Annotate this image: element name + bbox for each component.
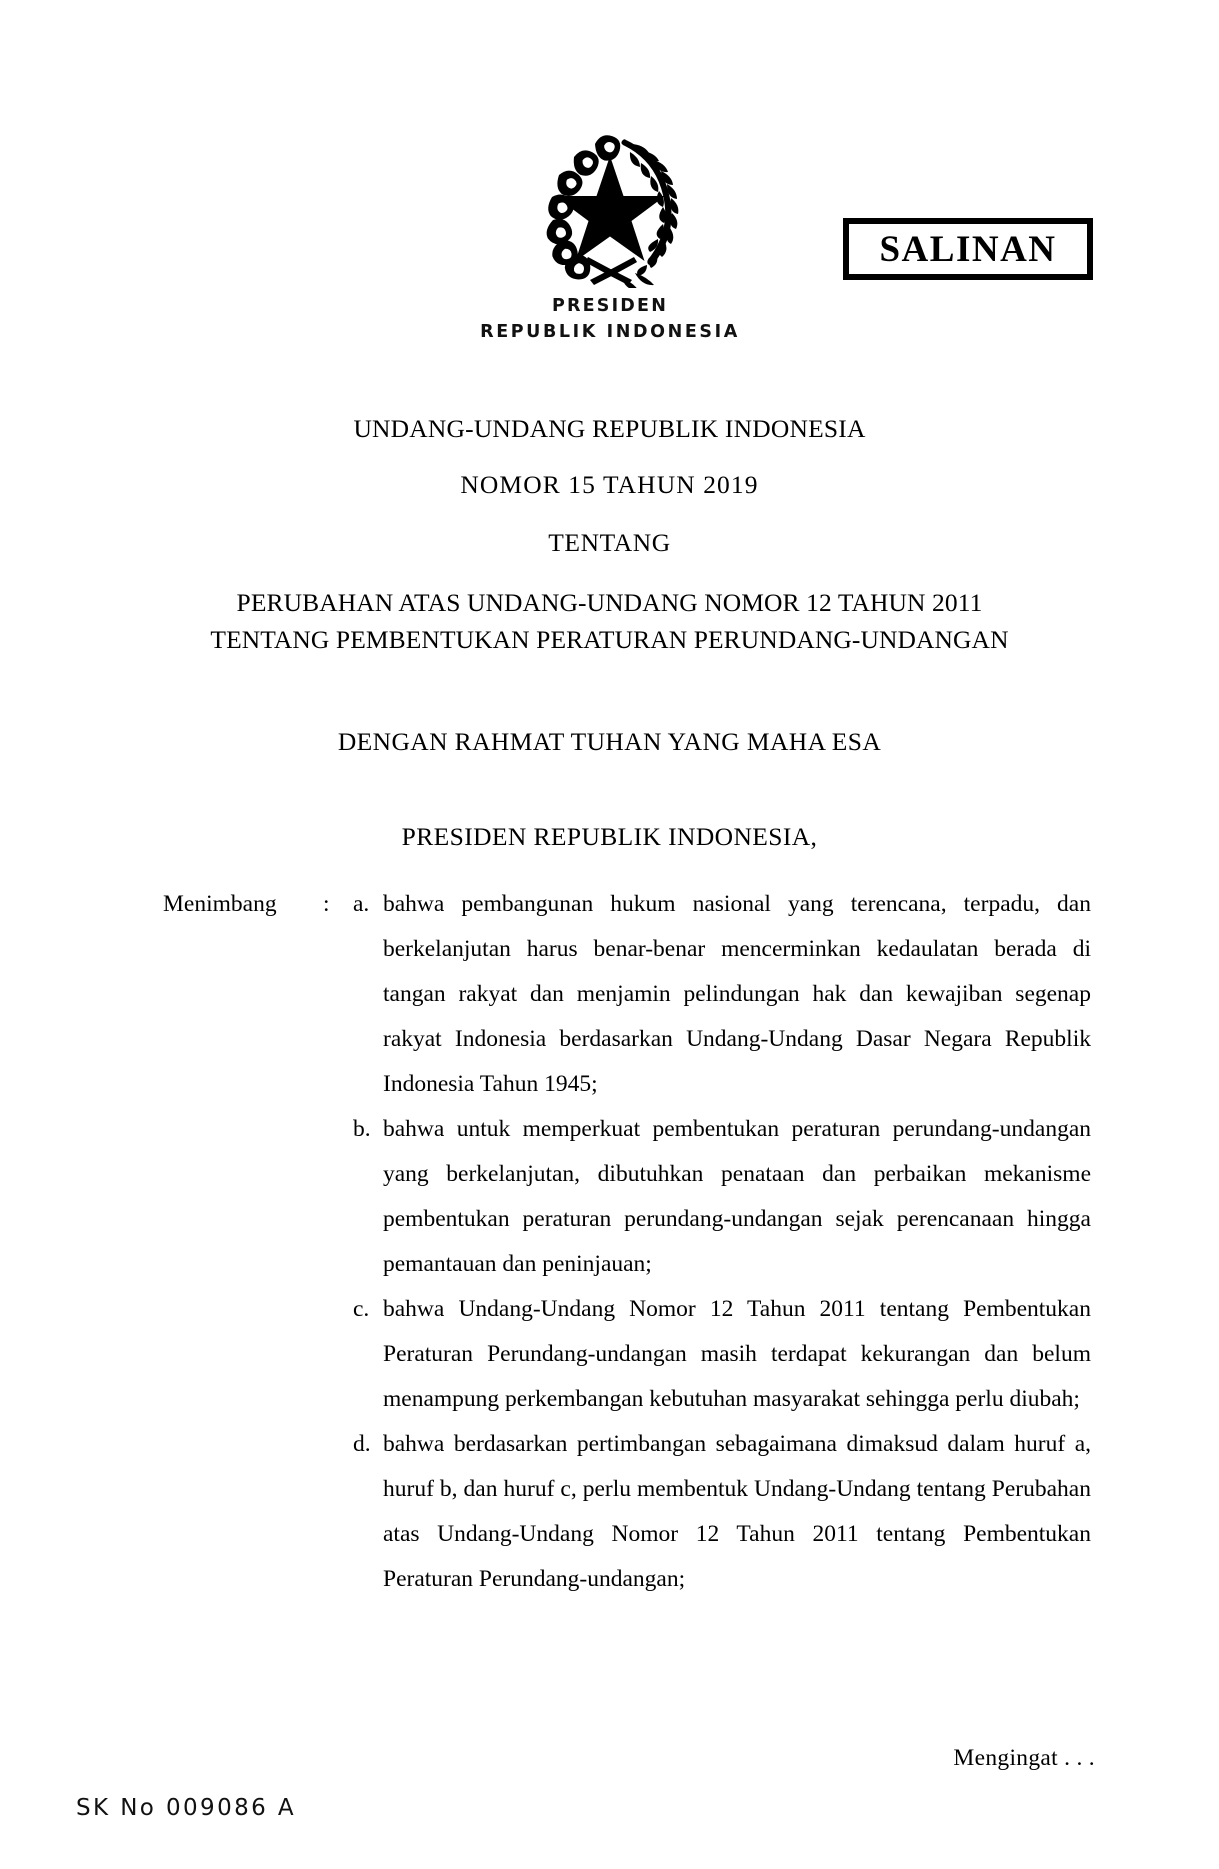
- considering-text-c: bahwa Undang-Undang Nomor 12 Tahun 2011 tentang Pembentukan Peraturan Perundang-undangan masih terdapat kekurangan dan belum menampung perkembangan kebutuhan masyarakat sehingga perlu diubah;: [383, 1296, 1091, 1412]
- considering-item-list: [353, 882, 1091, 1602]
- emblem-caption: [380, 293, 840, 346]
- considering-text-d: bahwa berdasarkan pertimbangan sebagaimana dimaksud dalam huruf a, huruf b, dan huruf c, perlu membentuk Undang-Undang tentang Perubahan atas Undang-Undang Nomor 12 Tahun 2011 tentang Pembentukan Peraturan Perundang-undangan;: [383, 1431, 1091, 1592]
- title-tentang: TENTANG: [548, 528, 671, 557]
- title-undang-undang: UNDANG-UNDANG REPUBLIK INDONESIA: [353, 414, 866, 443]
- sk-code-stamp: SK No 009086 A: [76, 1795, 297, 1821]
- considering-row: [0, 882, 1219, 1602]
- document-header: [0, 118, 1219, 348]
- considering-text-b: bahwa untuk memperkuat pembentukan peraturan perundang-undangan yang berkelanjutan, dibutuhkan penataan dan perbaikan mekanisme pembentukan peraturan perundang-undangan sejak perencanaan hingga pemantauan dan peninjauan;: [383, 1116, 1091, 1277]
- indonesian-presidential-seal-icon: [522, 118, 698, 288]
- title-tentang-pembentukan: TENTANG PEMBENTUKAN PERATURAN PERUNDANG-UNDANGAN: [210, 625, 1009, 654]
- considering-item-c: [353, 1287, 1091, 1422]
- considering-marker-c: c.: [353, 1296, 370, 1322]
- considering-label: Menimbang: [163, 891, 277, 917]
- emblem-caption-line-presiden: PRESIDEN: [551, 296, 669, 316]
- considering-item-b: [353, 1107, 1091, 1287]
- continuation-note: Mengingat . . .: [953, 1745, 1095, 1771]
- title-presiden-republik-indonesia: PRESIDEN REPUBLIK INDONESIA,: [401, 822, 818, 851]
- considering-marker-b: b.: [353, 1116, 371, 1142]
- considering-marker-a: a.: [353, 891, 370, 917]
- considering-section: [0, 882, 1219, 1602]
- considering-item-a: [353, 882, 1091, 1107]
- title-nomor-tahun: NOMOR 15 TAHUN 2019: [460, 469, 759, 499]
- title-perubahan: PERUBAHAN ATAS UNDANG-UNDANG NOMOR 12 TAHUN 2011: [236, 587, 983, 617]
- document-title-block: [0, 416, 1219, 850]
- title-dengan-rahmat: DENGAN RAHMAT TUHAN YANG MAHA ESA: [337, 726, 882, 756]
- considering-marker-d: d.: [353, 1431, 371, 1457]
- salinan-stamp: [843, 218, 1093, 280]
- considering-text-a: bahwa pembangunan hukum nasional yang terencana, terpadu, dan berkelanjutan harus benar-benar mencerminkan kedaulatan berada di tangan rakyat dan menjamin pelindungan hak dan kewajiban segenap rakyat Indonesia berdasarkan Undang-Undang Dasar Negara Republik Indonesia Tahun 1945;: [383, 891, 1091, 1097]
- considering-item-d: [353, 1422, 1091, 1602]
- emblem-caption-line-republik-indonesia: REPUBLIK INDONESIA: [480, 322, 740, 343]
- salinan-label: SALINAN: [879, 228, 1057, 270]
- considering-colon: :: [323, 891, 330, 917]
